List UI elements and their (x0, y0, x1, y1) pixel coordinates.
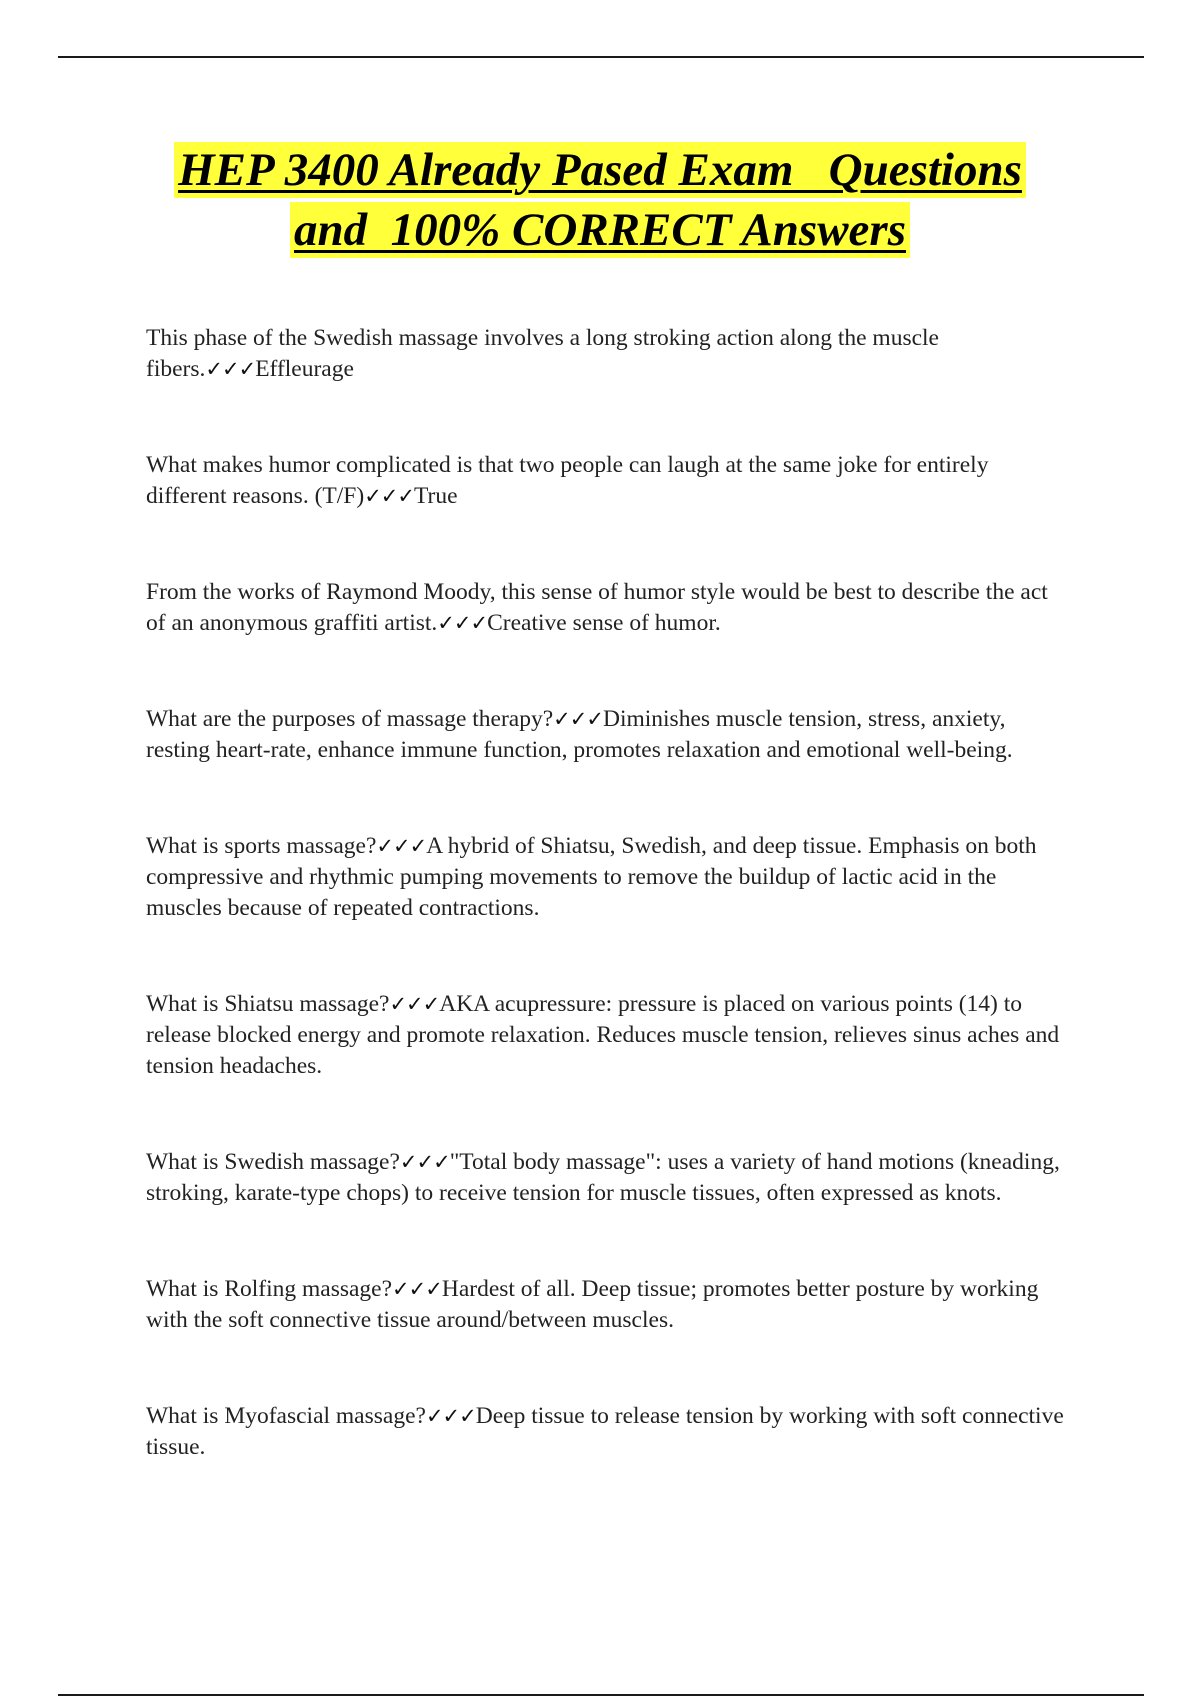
title-line-1: HEP 3400 Already Pased Exam Questions (174, 142, 1026, 198)
qa-item (146, 577, 1066, 639)
answer-text: "Total body massage": uses a variety of hand motions (kneading, stroking, karate-type chops) to receive tension for muscle tissues, often expressed as knots. (146, 1149, 1060, 1206)
top-divider (58, 56, 1144, 58)
qa-list (146, 323, 1066, 1528)
bottom-divider (58, 1694, 1144, 1696)
document-title (0, 142, 1200, 262)
question-text: What are the purposes of massage therapy? (146, 706, 554, 732)
check-marks-icon: ✓✓✓ (376, 834, 427, 858)
check-marks-icon: ✓✓✓ (392, 1277, 442, 1301)
answer-text: AKA acupressure: pressure is placed on various points (14) to release blocked energy and promote relaxation. Reduces muscle tension, relieves sinus aches and tension headaches. (146, 991, 1060, 1079)
question-text: What is Swedish massage? (146, 1149, 400, 1175)
title-line-2: and 100% CORRECT Answers (290, 202, 910, 258)
question-text: From the works of Raymond Moody, this sense of humor style would be best to describe the act of an anonymous graffiti artist. (146, 579, 1048, 636)
answer-text: True (413, 483, 458, 509)
answer-text: Effleurage (255, 356, 354, 382)
check-marks-icon: ✓✓✓ (364, 484, 414, 508)
answer-text: A hybrid of Shiatsu, Swedish, and deep tissue. Emphasis on both compressive and rhythmic pumping movements to remove the buildup of lactic acid in the muscles because of repeated contractions. (146, 833, 1037, 921)
check-marks-icon: ✓✓✓ (399, 1150, 450, 1174)
question-text: This phase of the Swedish massage involves a long stroking action along the muscle fibers. (146, 325, 939, 382)
question-text: What is Myofascial massage? (146, 1403, 426, 1429)
qa-item (146, 1147, 1066, 1209)
question-text: What is Rolfing massage? (146, 1276, 393, 1302)
question-text: What is Shiatsu massage? (146, 991, 390, 1017)
answer-text: Diminishes muscle tension, stress, anxiety, resting heart-rate, enhance immune function, promotes relaxation and emotional well-being. (146, 706, 1013, 763)
check-marks-icon: ✓✓✓ (437, 611, 488, 635)
qa-item (146, 450, 1066, 512)
check-marks-icon: ✓✓✓ (389, 992, 440, 1016)
check-marks-icon: ✓✓✓ (205, 357, 256, 381)
qa-item (146, 323, 1066, 385)
qa-item (146, 1274, 1066, 1336)
answer-text: Creative sense of humor. (487, 610, 721, 636)
question-text: What makes humor complicated is that two people can laugh at the same joke for entirely different reasons. (T/F) (146, 452, 989, 509)
answer-text: Hardest of all. Deep tissue; promotes better posture by working with the soft connective tissue around/between muscles. (146, 1276, 1039, 1333)
check-marks-icon: ✓✓✓ (553, 707, 603, 731)
question-text: What is sports massage? (146, 833, 377, 859)
answer-text: Deep tissue to release tension by working with soft connective tissue. (146, 1403, 1064, 1460)
qa-item (146, 831, 1066, 924)
qa-item (146, 704, 1066, 766)
qa-item (146, 989, 1066, 1082)
check-marks-icon: ✓✓✓ (425, 1404, 476, 1428)
qa-item (146, 1401, 1066, 1463)
